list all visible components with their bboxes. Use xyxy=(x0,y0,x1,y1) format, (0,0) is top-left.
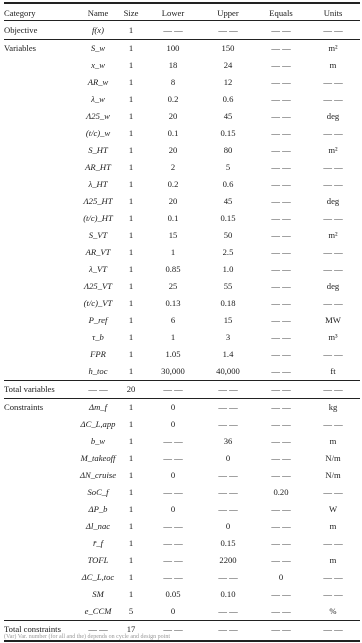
table-row xyxy=(4,160,360,174)
cell-name: — — xyxy=(88,624,108,634)
cell-name: b_w xyxy=(90,436,106,446)
cell-equals: — — xyxy=(271,606,291,616)
cell-name: τ_b xyxy=(92,332,104,342)
cell-units: N/m xyxy=(325,470,341,480)
cell-upper: 0.18 xyxy=(220,298,236,308)
cell-size: 1 xyxy=(128,538,134,548)
cell-lower: 0.05 xyxy=(165,589,181,599)
cell-equals: — — xyxy=(271,298,291,308)
cell-lower: 100 xyxy=(166,43,180,53)
cell-lower: 1 xyxy=(170,332,176,342)
header-rule xyxy=(4,20,360,21)
cell-upper: 1.4 xyxy=(222,349,234,359)
table-row xyxy=(4,502,360,516)
cell-upper: 150 xyxy=(221,43,235,53)
cell-units: deg xyxy=(326,281,340,291)
cell-equals: — — xyxy=(271,281,291,291)
cell-lower: 0 xyxy=(170,470,176,480)
table-row xyxy=(4,296,360,310)
cell-equals: — — xyxy=(271,94,291,104)
cell-lower: 2 xyxy=(170,162,176,172)
cell-name: λ_w xyxy=(91,94,105,104)
cell-lower: — — xyxy=(163,521,183,531)
cell-units: N/m xyxy=(325,453,341,463)
table-row xyxy=(4,279,360,293)
cell-lower: 0.85 xyxy=(165,264,181,274)
cell-category: Constraints xyxy=(4,402,44,412)
cell-size: 1 xyxy=(128,366,134,376)
cell-equals: — — xyxy=(271,436,291,446)
cell-size: 1 xyxy=(128,230,134,240)
cell-lower: — — xyxy=(163,436,183,446)
cell-units: — — xyxy=(323,179,343,189)
cell-size: 1 xyxy=(128,281,134,291)
cell-units: deg xyxy=(326,196,340,206)
table-row xyxy=(4,400,360,414)
table-row xyxy=(4,553,360,567)
table-row xyxy=(4,417,360,431)
cell-name: AR_w xyxy=(87,77,109,87)
table-row xyxy=(4,109,360,123)
cell-units: — — xyxy=(323,384,343,394)
cell-size: 1 xyxy=(128,264,134,274)
cell-name: r̄_f xyxy=(92,538,104,548)
cell-name: SoC_f xyxy=(87,487,109,497)
cell-lower: 0 xyxy=(170,606,176,616)
table-row xyxy=(4,468,360,482)
cell-upper: 0 xyxy=(225,453,231,463)
header-lower: Lower xyxy=(161,8,185,18)
cell-lower: 0.13 xyxy=(165,298,181,308)
cell-equals: — — xyxy=(271,77,291,87)
cell-equals: — — xyxy=(271,230,291,240)
cell-equals: — — xyxy=(271,589,291,599)
cell-lower: 18 xyxy=(168,60,178,70)
cell-size: 20 xyxy=(126,384,136,394)
cell-lower: — — xyxy=(163,487,183,497)
cell-units: m xyxy=(329,555,337,565)
cell-units: — — xyxy=(323,589,343,599)
cell-equals: — — xyxy=(271,504,291,514)
cell-size: 1 xyxy=(128,111,134,121)
cell-lower: 30,000 xyxy=(161,366,185,376)
cell-lower: 1.05 xyxy=(165,349,181,359)
cell-equals: — — xyxy=(271,384,291,394)
cell-size: 1 xyxy=(128,470,134,480)
cell-name: S_VT xyxy=(88,230,108,240)
cell-upper: 36 xyxy=(223,436,233,446)
cell-upper: 0.10 xyxy=(220,589,236,599)
cell-lower: 0 xyxy=(170,402,176,412)
section-rule xyxy=(4,39,360,40)
cell-units: m xyxy=(329,60,337,70)
cell-equals: 0 xyxy=(278,572,284,582)
cell-category: Total constraints xyxy=(4,624,61,634)
cell-equals: — — xyxy=(271,470,291,480)
cell-equals: — — xyxy=(271,349,291,359)
cell-upper: — — xyxy=(218,419,238,429)
cell-units: — — xyxy=(323,349,343,359)
cell-equals: 0.20 xyxy=(273,487,289,497)
table-row xyxy=(4,519,360,533)
cell-equals: — — xyxy=(271,162,291,172)
section-rule xyxy=(4,398,360,399)
cell-name: S_HT xyxy=(88,145,108,155)
cell-upper: 12 xyxy=(223,77,233,87)
cell-size: 5 xyxy=(128,606,134,616)
cell-size: 1 xyxy=(128,43,134,53)
cell-lower: — — xyxy=(163,538,183,548)
table-row xyxy=(4,604,360,618)
cell-name: SM xyxy=(92,589,104,599)
table-row xyxy=(4,313,360,327)
cell-equals: — — xyxy=(271,419,291,429)
header-category: Category xyxy=(4,8,36,18)
cell-upper: 2.5 xyxy=(222,247,234,257)
cell-name: P_ref xyxy=(88,315,108,325)
cell-units: — — xyxy=(323,247,343,257)
table-row xyxy=(4,41,360,55)
cell-upper: — — xyxy=(218,384,238,394)
cell-units: m xyxy=(329,436,337,446)
cell-lower: 20 xyxy=(168,111,178,121)
cell-upper: 0 xyxy=(225,521,231,531)
table-row xyxy=(4,126,360,140)
cell-size: 1 xyxy=(128,315,134,325)
cell-units: kg xyxy=(328,402,338,412)
cell-equals: — — xyxy=(271,196,291,206)
cell-name: Λ25_VT xyxy=(83,281,113,291)
table-row xyxy=(4,194,360,208)
cell-upper: 1.0 xyxy=(222,264,234,274)
table-row xyxy=(4,330,360,344)
cell-size: 1 xyxy=(128,521,134,531)
cell-lower: — — xyxy=(163,25,183,35)
table-row xyxy=(4,434,360,448)
section-rule xyxy=(4,620,360,621)
cell-units: — — xyxy=(323,538,343,548)
cell-upper: 0.6 xyxy=(222,94,234,104)
cell-lower: 0 xyxy=(170,504,176,514)
cell-name: — — xyxy=(88,384,108,394)
cell-size: 1 xyxy=(128,179,134,189)
cell-units: — — xyxy=(323,94,343,104)
cell-upper: 50 xyxy=(223,230,233,240)
cell-size: 1 xyxy=(128,60,134,70)
cell-size: 1 xyxy=(128,25,134,35)
cell-size: 1 xyxy=(128,196,134,206)
cell-lower: 1 xyxy=(170,247,176,257)
cell-equals: — — xyxy=(271,145,291,155)
table-row xyxy=(4,364,360,378)
cell-units: MW xyxy=(325,315,341,325)
cell-units: — — xyxy=(323,128,343,138)
table-row xyxy=(4,58,360,72)
header-units: Units xyxy=(323,8,343,18)
cell-equals: — — xyxy=(271,315,291,325)
cell-equals: — — xyxy=(271,402,291,412)
cell-name: TOFL xyxy=(87,555,109,565)
cell-size: 1 xyxy=(128,247,134,257)
cell-units: — — xyxy=(323,419,343,429)
table-row xyxy=(4,245,360,259)
cell-name: Λ25_HT xyxy=(83,196,113,206)
cell-upper: 0.15 xyxy=(220,538,236,548)
cell-size: 1 xyxy=(128,162,134,172)
cell-name: (t/c)_VT xyxy=(83,298,113,308)
cell-equals: — — xyxy=(271,111,291,121)
cell-name: Δm_f xyxy=(89,402,107,412)
cell-units: — — xyxy=(323,25,343,35)
cell-size: 1 xyxy=(128,487,134,497)
cell-size: 1 xyxy=(128,145,134,155)
cell-upper: 24 xyxy=(223,60,233,70)
cell-name: ΔC_L,app xyxy=(80,419,116,429)
cell-size: 1 xyxy=(128,213,134,223)
cell-units: % xyxy=(329,606,337,616)
table-row xyxy=(4,451,360,465)
cell-upper: 45 xyxy=(223,111,233,121)
table-row xyxy=(4,347,360,361)
cell-size: 1 xyxy=(128,555,134,565)
cell-size: 1 xyxy=(128,436,134,446)
cell-name: λ_HT xyxy=(88,179,108,189)
cell-lower: — — xyxy=(163,555,183,565)
cell-name: AR_HT xyxy=(85,162,111,172)
cell-size: 1 xyxy=(128,589,134,599)
cell-lower: 0.1 xyxy=(167,213,179,223)
cell-upper: — — xyxy=(218,487,238,497)
cell-name: f(x) xyxy=(92,25,104,35)
cell-name: (t/c)_HT xyxy=(83,213,113,223)
table-row xyxy=(4,382,360,396)
cell-equals: — — xyxy=(271,332,291,342)
top-rule xyxy=(4,2,360,4)
cell-units: — — xyxy=(323,213,343,223)
cell-category: Variables xyxy=(4,43,36,53)
cell-units: — — xyxy=(323,298,343,308)
cell-size: 1 xyxy=(128,94,134,104)
cell-upper: 0.6 xyxy=(222,179,234,189)
cell-category: Total variables xyxy=(4,384,55,394)
cell-upper: 5 xyxy=(225,162,231,172)
cell-lower: 20 xyxy=(168,196,178,206)
cell-name: FPR xyxy=(90,349,106,359)
cell-units: — — xyxy=(323,624,343,634)
cell-units: ft xyxy=(330,366,336,376)
table-row xyxy=(4,262,360,276)
table-row xyxy=(4,75,360,89)
cell-upper: — — xyxy=(218,572,238,582)
cell-name: AR_VT xyxy=(85,247,111,257)
cell-units: m³ xyxy=(328,332,338,342)
cell-lower: 0 xyxy=(170,419,176,429)
table-row xyxy=(4,143,360,157)
cell-units: m² xyxy=(328,43,338,53)
cell-units: — — xyxy=(323,162,343,172)
cell-upper: — — xyxy=(218,606,238,616)
cell-units: — — xyxy=(323,264,343,274)
cell-size: 1 xyxy=(128,572,134,582)
cell-size: 1 xyxy=(128,349,134,359)
cell-upper: 3 xyxy=(225,332,231,342)
cell-lower: 0.2 xyxy=(167,94,179,104)
cell-lower: 15 xyxy=(168,230,178,240)
cell-name: ΔN_cruise xyxy=(79,470,117,480)
cell-size: 1 xyxy=(128,128,134,138)
cell-lower: 8 xyxy=(170,77,176,87)
cell-equals: — — xyxy=(271,128,291,138)
cell-size: 17 xyxy=(126,624,136,634)
cell-size: 1 xyxy=(128,298,134,308)
cell-category: Objective xyxy=(4,25,38,35)
cell-upper: 0.15 xyxy=(220,213,236,223)
cell-equals: — — xyxy=(271,247,291,257)
cell-name: (t/c)_w xyxy=(85,128,111,138)
cell-upper: 15 xyxy=(223,315,233,325)
cell-upper: — — xyxy=(218,25,238,35)
table-row xyxy=(4,177,360,191)
cell-size: 1 xyxy=(128,453,134,463)
table-row xyxy=(4,228,360,242)
table-row xyxy=(4,587,360,601)
cell-size: 1 xyxy=(128,504,134,514)
cell-upper: — — xyxy=(218,402,238,412)
cell-upper: 45 xyxy=(223,196,233,206)
cell-equals: — — xyxy=(271,453,291,463)
cell-lower: 0.2 xyxy=(167,179,179,189)
cell-equals: — — xyxy=(271,538,291,548)
cell-upper: — — xyxy=(218,624,238,634)
cell-equals: — — xyxy=(271,366,291,376)
header-name: Name xyxy=(87,8,109,18)
table-row xyxy=(4,485,360,499)
cell-lower: — — xyxy=(163,572,183,582)
table-row xyxy=(4,92,360,106)
table-row xyxy=(4,211,360,225)
cell-units: W xyxy=(328,504,338,514)
cell-upper: 2200 xyxy=(219,555,237,565)
cell-name: Λ25_w xyxy=(86,111,110,121)
cell-units: deg xyxy=(326,111,340,121)
header-equals: Equals xyxy=(269,8,293,18)
table-header-row xyxy=(4,6,360,20)
cell-units: m xyxy=(329,521,337,531)
bottom-rule xyxy=(4,640,360,642)
cell-equals: — — xyxy=(271,25,291,35)
cell-upper: 80 xyxy=(223,145,233,155)
cell-equals: — — xyxy=(271,264,291,274)
cell-lower: — — xyxy=(163,453,183,463)
cell-name: M_takeoff xyxy=(80,453,116,463)
section-rule xyxy=(4,380,360,381)
cell-equals: — — xyxy=(271,213,291,223)
cell-upper: 55 xyxy=(223,281,233,291)
cell-name: ΔP_b xyxy=(88,504,108,514)
cell-name: S_w xyxy=(90,43,106,53)
cell-name: e_CCM xyxy=(84,606,112,616)
cell-equals: — — xyxy=(271,60,291,70)
cell-name: ΔC_L,toc xyxy=(81,572,115,582)
table-row xyxy=(4,23,360,37)
cell-units: m² xyxy=(328,145,338,155)
cell-units: — — xyxy=(323,487,343,497)
cell-units: m² xyxy=(328,230,338,240)
cell-equals: — — xyxy=(271,555,291,565)
table-footnote: (Var) Var. number (for all and the) depends on cycle and design point xyxy=(4,634,171,640)
cell-size: 1 xyxy=(128,402,134,412)
cell-equals: — — xyxy=(271,43,291,53)
cell-upper: — — xyxy=(218,470,238,480)
cell-size: 1 xyxy=(128,77,134,87)
cell-lower: 25 xyxy=(168,281,178,291)
cell-size: 1 xyxy=(128,332,134,342)
cell-equals: — — xyxy=(271,179,291,189)
header-size: Size xyxy=(123,8,139,18)
cell-size: 1 xyxy=(128,419,134,429)
cell-equals: — — xyxy=(271,624,291,634)
cell-lower: 0.1 xyxy=(167,128,179,138)
cell-lower: — — xyxy=(163,624,183,634)
cell-lower: 6 xyxy=(170,315,176,325)
table-row xyxy=(4,536,360,550)
cell-equals: — — xyxy=(271,521,291,531)
cell-upper: 0.15 xyxy=(220,128,236,138)
cell-name: Δl_nac xyxy=(85,521,111,531)
cell-name: λ_VT xyxy=(88,264,108,274)
cell-lower: — — xyxy=(163,384,183,394)
cell-units: — — xyxy=(323,572,343,582)
cell-upper: — — xyxy=(218,504,238,514)
cell-upper: 40,000 xyxy=(216,366,240,376)
cell-lower: 20 xyxy=(168,145,178,155)
cell-units: — — xyxy=(323,77,343,87)
table-row xyxy=(4,570,360,584)
cell-name: h_toc xyxy=(88,366,108,376)
cell-name: x_w xyxy=(91,60,105,70)
header-upper: Upper xyxy=(217,8,239,18)
